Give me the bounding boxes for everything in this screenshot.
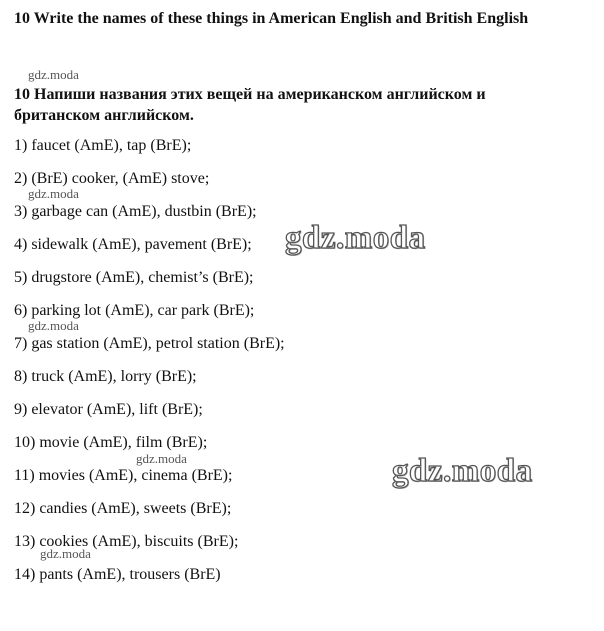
watermark-small: gdz.moda xyxy=(28,67,79,82)
watermark-small: gdz.moda xyxy=(28,318,79,333)
answer-item: 11) movies (AmE), cinema (BrE); xyxy=(14,467,233,484)
answer-item: 8) truck (AmE), lorry (BrE); xyxy=(14,368,197,385)
watermark-small: gdz.moda xyxy=(136,451,187,466)
watermark-large: gdz.moda xyxy=(392,453,533,489)
exercise-heading-russian: 10 Напиши названия этих вещей на американском английском и британском английском. xyxy=(14,86,486,124)
answer-item: 9) elevator (AmE), lift (BrE); xyxy=(14,401,203,418)
answer-item: 14) pants (AmE), trousers (BrE) xyxy=(14,566,221,583)
answer-item: 3) garbage can (AmE), dustbin (BrE); xyxy=(14,203,257,220)
watermark-small: gdz.moda xyxy=(40,546,91,561)
answer-item: 4) sidewalk (AmE), pavement (BrE); xyxy=(14,236,252,253)
answer-item: 13) cookies (AmE), biscuits (BrE); xyxy=(14,533,239,550)
answer-item: 12) candies (AmE), sweets (BrE); xyxy=(14,500,232,517)
watermark-small: gdz.moda xyxy=(28,186,79,201)
answer-item: 10) movie (AmE), film (BrE); xyxy=(14,434,208,451)
answer-item: 6) parking lot (AmE), car park (BrE); xyxy=(14,302,255,319)
answer-item: 7) gas station (AmE), petrol station (BrE); xyxy=(14,335,285,352)
answer-item: 5) drugstore (AmE), chemist’s (BrE); xyxy=(14,269,254,286)
exercise-heading-english: 10 Write the names of these things in American English and British English xyxy=(14,10,529,27)
answer-item: 1) faucet (AmE), tap (BrE); xyxy=(14,137,192,154)
answer-item: 2) (BrE) cooker, (AmE) stove; xyxy=(14,170,210,187)
watermark-large: gdz.moda xyxy=(285,220,426,256)
